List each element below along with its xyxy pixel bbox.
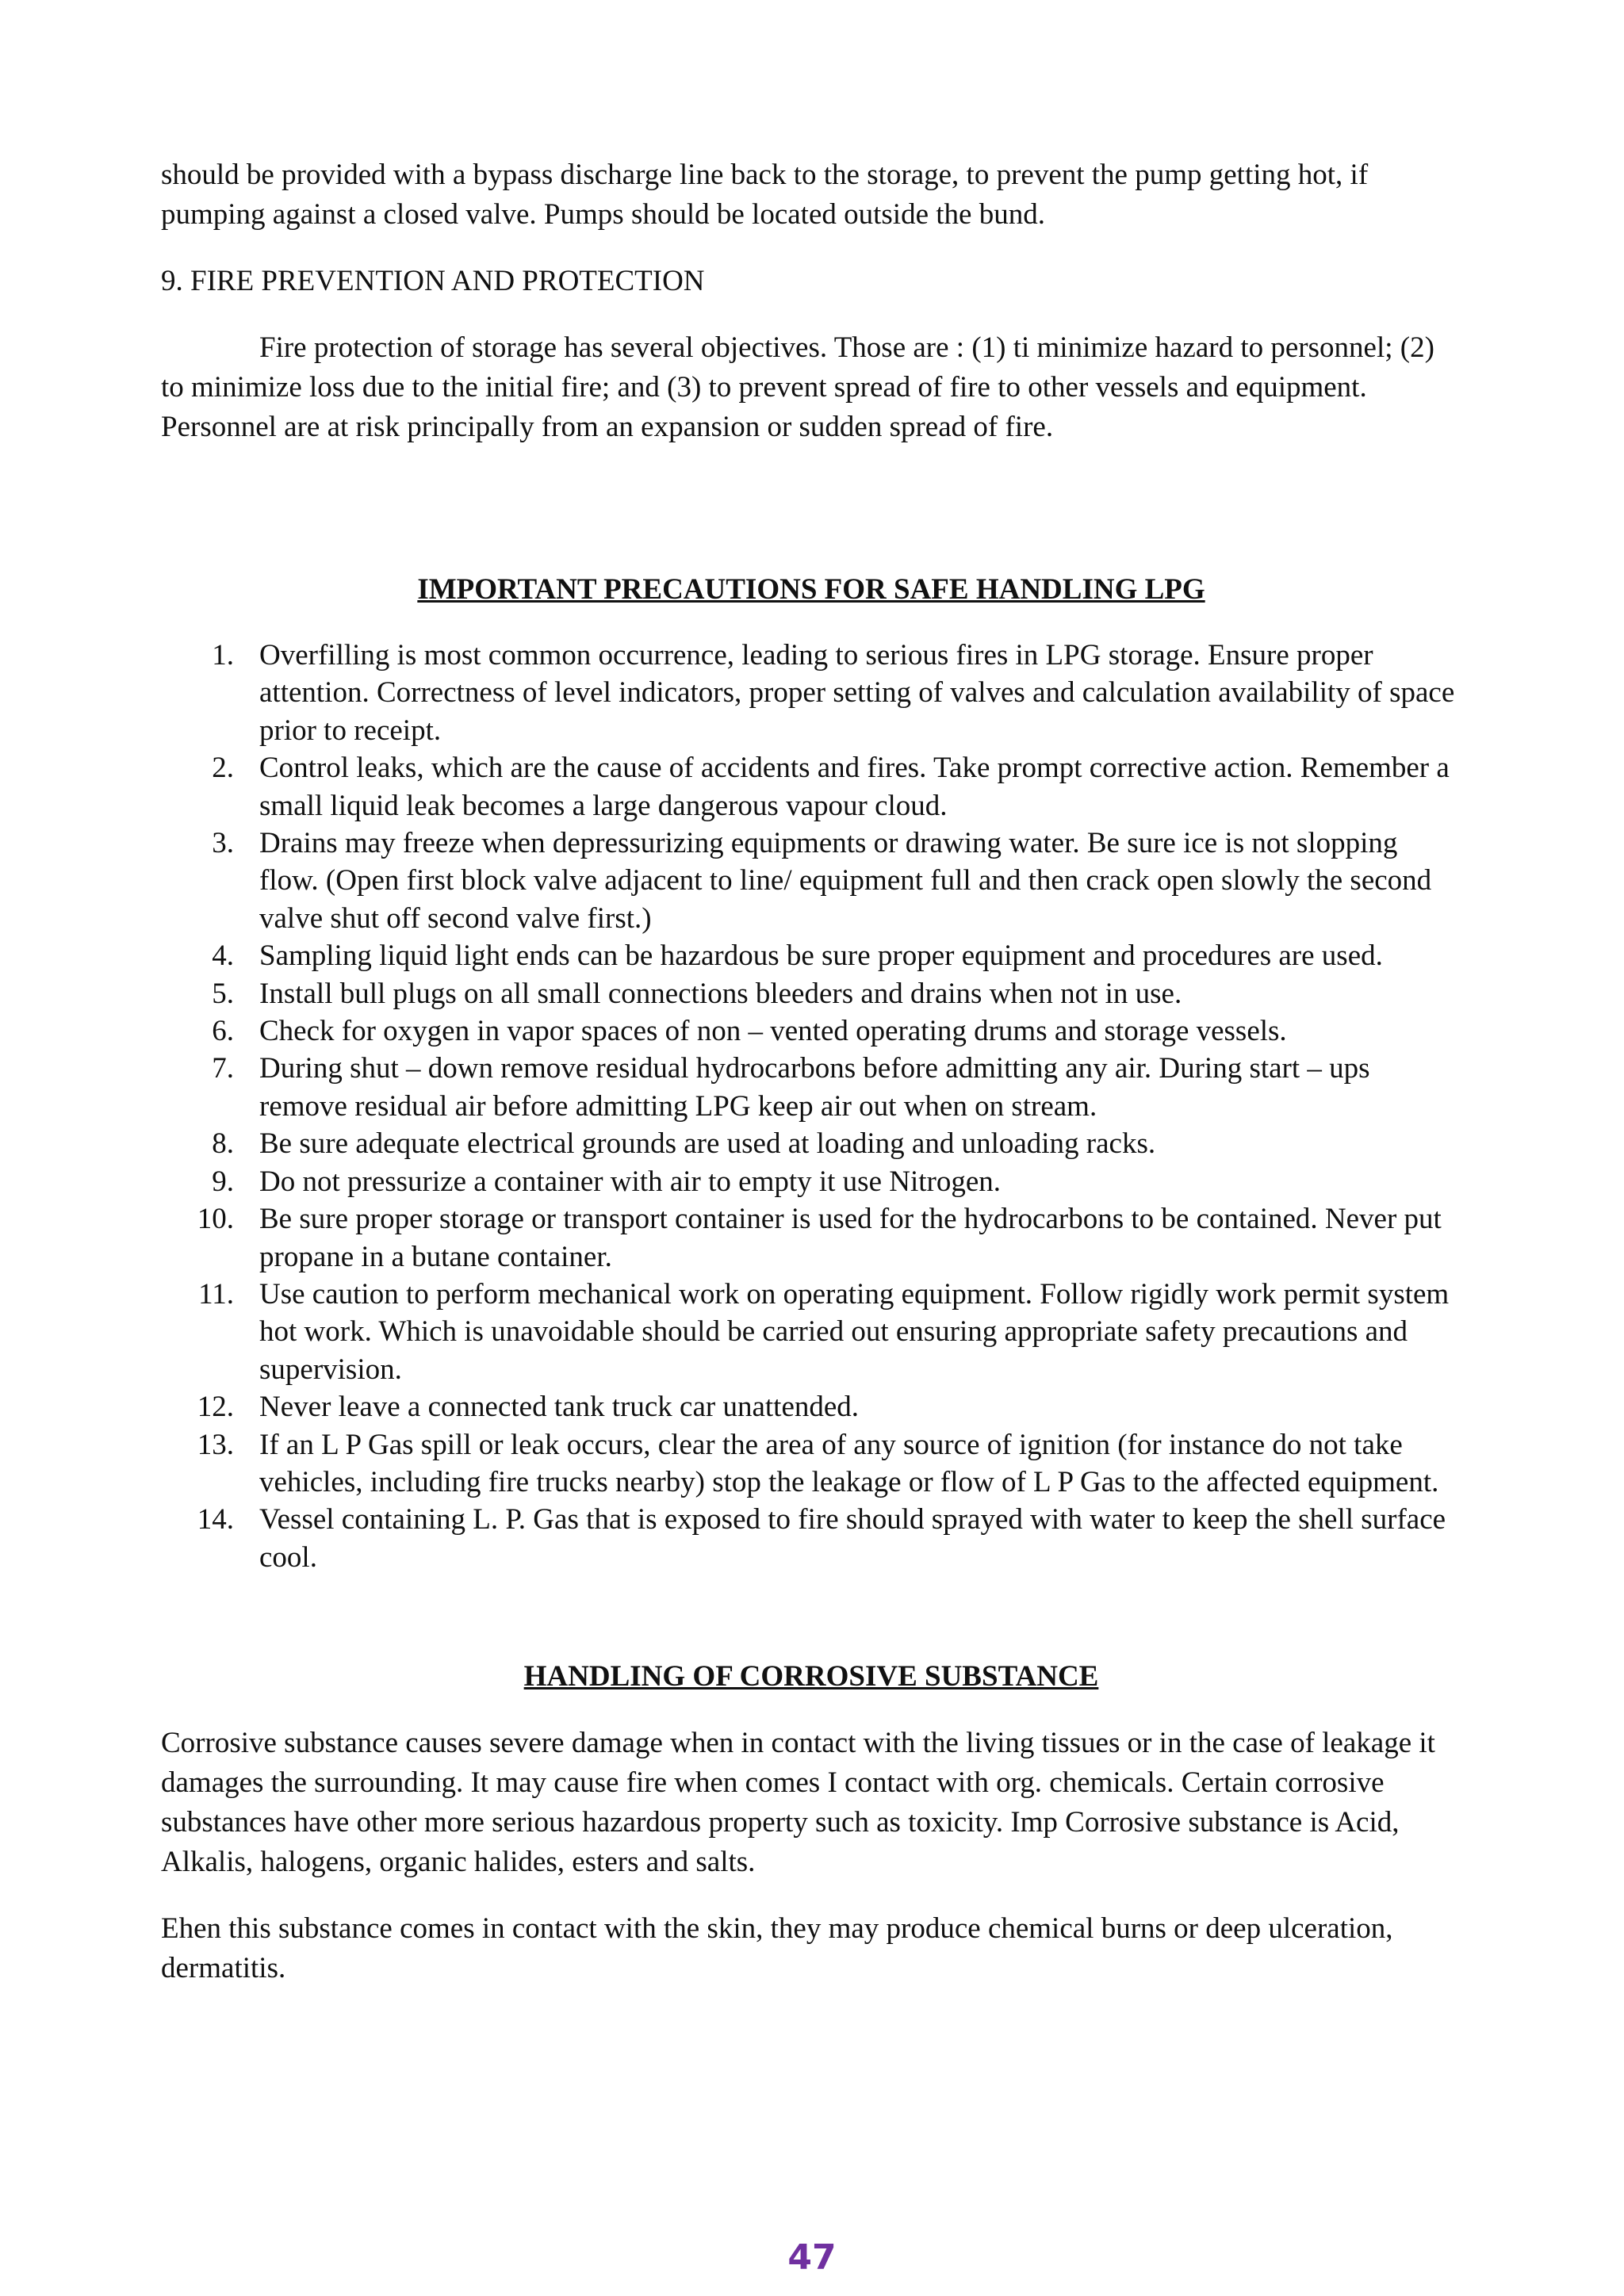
list-item-number: 1. — [212, 639, 234, 672]
list-item-text: Control leaks, which are the cause of accidents and fires. Take prompt corrective action. Remember a small liquid leak becomes a large dangerous vapour cloud. — [259, 752, 1450, 822]
list-item — [161, 1426, 1461, 1502]
list-item — [161, 937, 1461, 974]
list-item-text: Be sure adequate electrical grounds are used at loading and unloading racks. — [259, 1127, 1156, 1161]
list-item — [161, 825, 1461, 937]
list-item-number: 13. — [197, 1428, 234, 1461]
fire-section-title: 9. FIRE PREVENTION AND PROTECTION — [161, 265, 705, 297]
list-item — [161, 1501, 1461, 1576]
intro-paragraph: should be provided with a bypass discharge line back to the storage, to prevent the pump getting hot, if pumping against a closed valve. Pumps should be located outside the bund. — [161, 159, 1369, 231]
list-item-text: Check for oxygen in vapor spaces of non – vented operating drums and storage vessels. — [259, 1015, 1287, 1048]
list-item-text: During shut – down remove residual hydrocarbons before admitting any air. During start – ups remove residual air before admitting LPG keep air out when on stream. — [259, 1052, 1370, 1123]
lpg-precautions-list — [161, 637, 1461, 1576]
list-item-number: 8. — [212, 1127, 234, 1161]
list-item-text: Use caution to perform mechanical work on operating equipment. Follow rigidly work permit system hot work. Which is unavoidable should be carried out ensuring appropriate safety precautions and supervision. — [259, 1277, 1450, 1386]
list-item-text: Drains may freeze when depressurizing equipments or drawing water. Be sure ice is not slopping flow. (Open first block valve adjacent to line/ equipment full and then crack open slowly the second valve shut off second valve first.) — [259, 827, 1432, 935]
list-item — [161, 975, 1461, 1012]
list-item-number: 2. — [212, 752, 234, 785]
corrosive-heading: HANDLING OF CORROSIVE SUBSTANCE — [523, 1660, 1099, 1693]
list-item — [161, 1388, 1461, 1425]
list-item — [161, 1012, 1461, 1050]
list-item — [161, 637, 1461, 749]
list-item-number: 7. — [212, 1052, 234, 1085]
list-item — [161, 1050, 1461, 1125]
list-item-number: 5. — [212, 977, 234, 1010]
list-item — [161, 1125, 1461, 1162]
corrosive-paragraph-2: Ehen this substance comes in contact with the skin, they may produce chemical burns or deep ulceration, dermatitis. — [161, 1912, 1393, 1985]
document-page — [161, 155, 1461, 1988]
list-item-number: 14. — [197, 1503, 234, 1536]
list-item-text: Sampling liquid light ends can be hazardous be sure proper equipment and procedures are used. — [259, 939, 1383, 973]
list-item — [161, 749, 1461, 825]
list-item-number: 12. — [197, 1391, 234, 1424]
list-item-number: 9. — [212, 1165, 234, 1198]
page-number: 47 — [787, 2237, 837, 2278]
list-item — [161, 1163, 1461, 1200]
list-item-text: If an L P Gas spill or leak occurs, clear the area of any source of ignition (for instance do not take vehicles, including fire trucks nearby) stop the leakage or flow of L P Gas to the affected equipment. — [259, 1428, 1439, 1498]
list-item-number: 4. — [212, 939, 234, 973]
list-item-number: 6. — [212, 1015, 234, 1048]
list-item-text: Overfilling is most common occurrence, leading to serious fires in LPG storage. Ensure proper attention. Correctness of level indicators, proper setting of valves and calculation availability of space prior to receipt. — [259, 639, 1455, 747]
list-item — [161, 1276, 1461, 1388]
fire-section-paragraph: Fire protection of storage has several objectives. Those are : (1) ti minimize hazard to personnel; (2) to minimize loss due to the initial fire; and (3) to prevent spread of fire to other vessels and equipment. Personnel are at risk principally from an expansion or sudden spread of fire. — [161, 331, 1434, 443]
list-item-text: Install bull plugs on all small connections bleeders and drains when not in use. — [259, 977, 1182, 1010]
list-item-number: 10. — [197, 1203, 234, 1236]
list-item-text: Never leave a connected tank truck car unattended. — [259, 1391, 860, 1424]
list-item-text: Vessel containing L. P. Gas that is exposed to fire should sprayed with water to keep the shell surface cool. — [259, 1503, 1446, 1574]
list-item-number: 11. — [198, 1277, 234, 1311]
corrosive-paragraph-1: Corrosive substance causes severe damage when in contact with the living tissues or in the case of leakage it damages the surrounding. It may cause fire when comes I contact with org. chemicals. Certain corrosive substances have other more serious hazardous property such as toxicity. Imp Corrosive substance is Acid, Alkalis, halogens, organic halides, esters and salts. — [161, 1727, 1435, 1879]
list-item-text: Be sure proper storage or transport container is used for the hydrocarbons to be contained. Never put propane in a butane container. — [259, 1203, 1442, 1273]
lpg-precautions-heading: IMPORTANT PRECAUTIONS FOR SAFE HANDLING LPG — [417, 573, 1205, 606]
list-item-number: 3. — [212, 827, 234, 860]
list-item — [161, 1200, 1461, 1276]
list-item-text: Do not pressurize a container with air to empty it use Nitrogen. — [259, 1165, 1002, 1198]
